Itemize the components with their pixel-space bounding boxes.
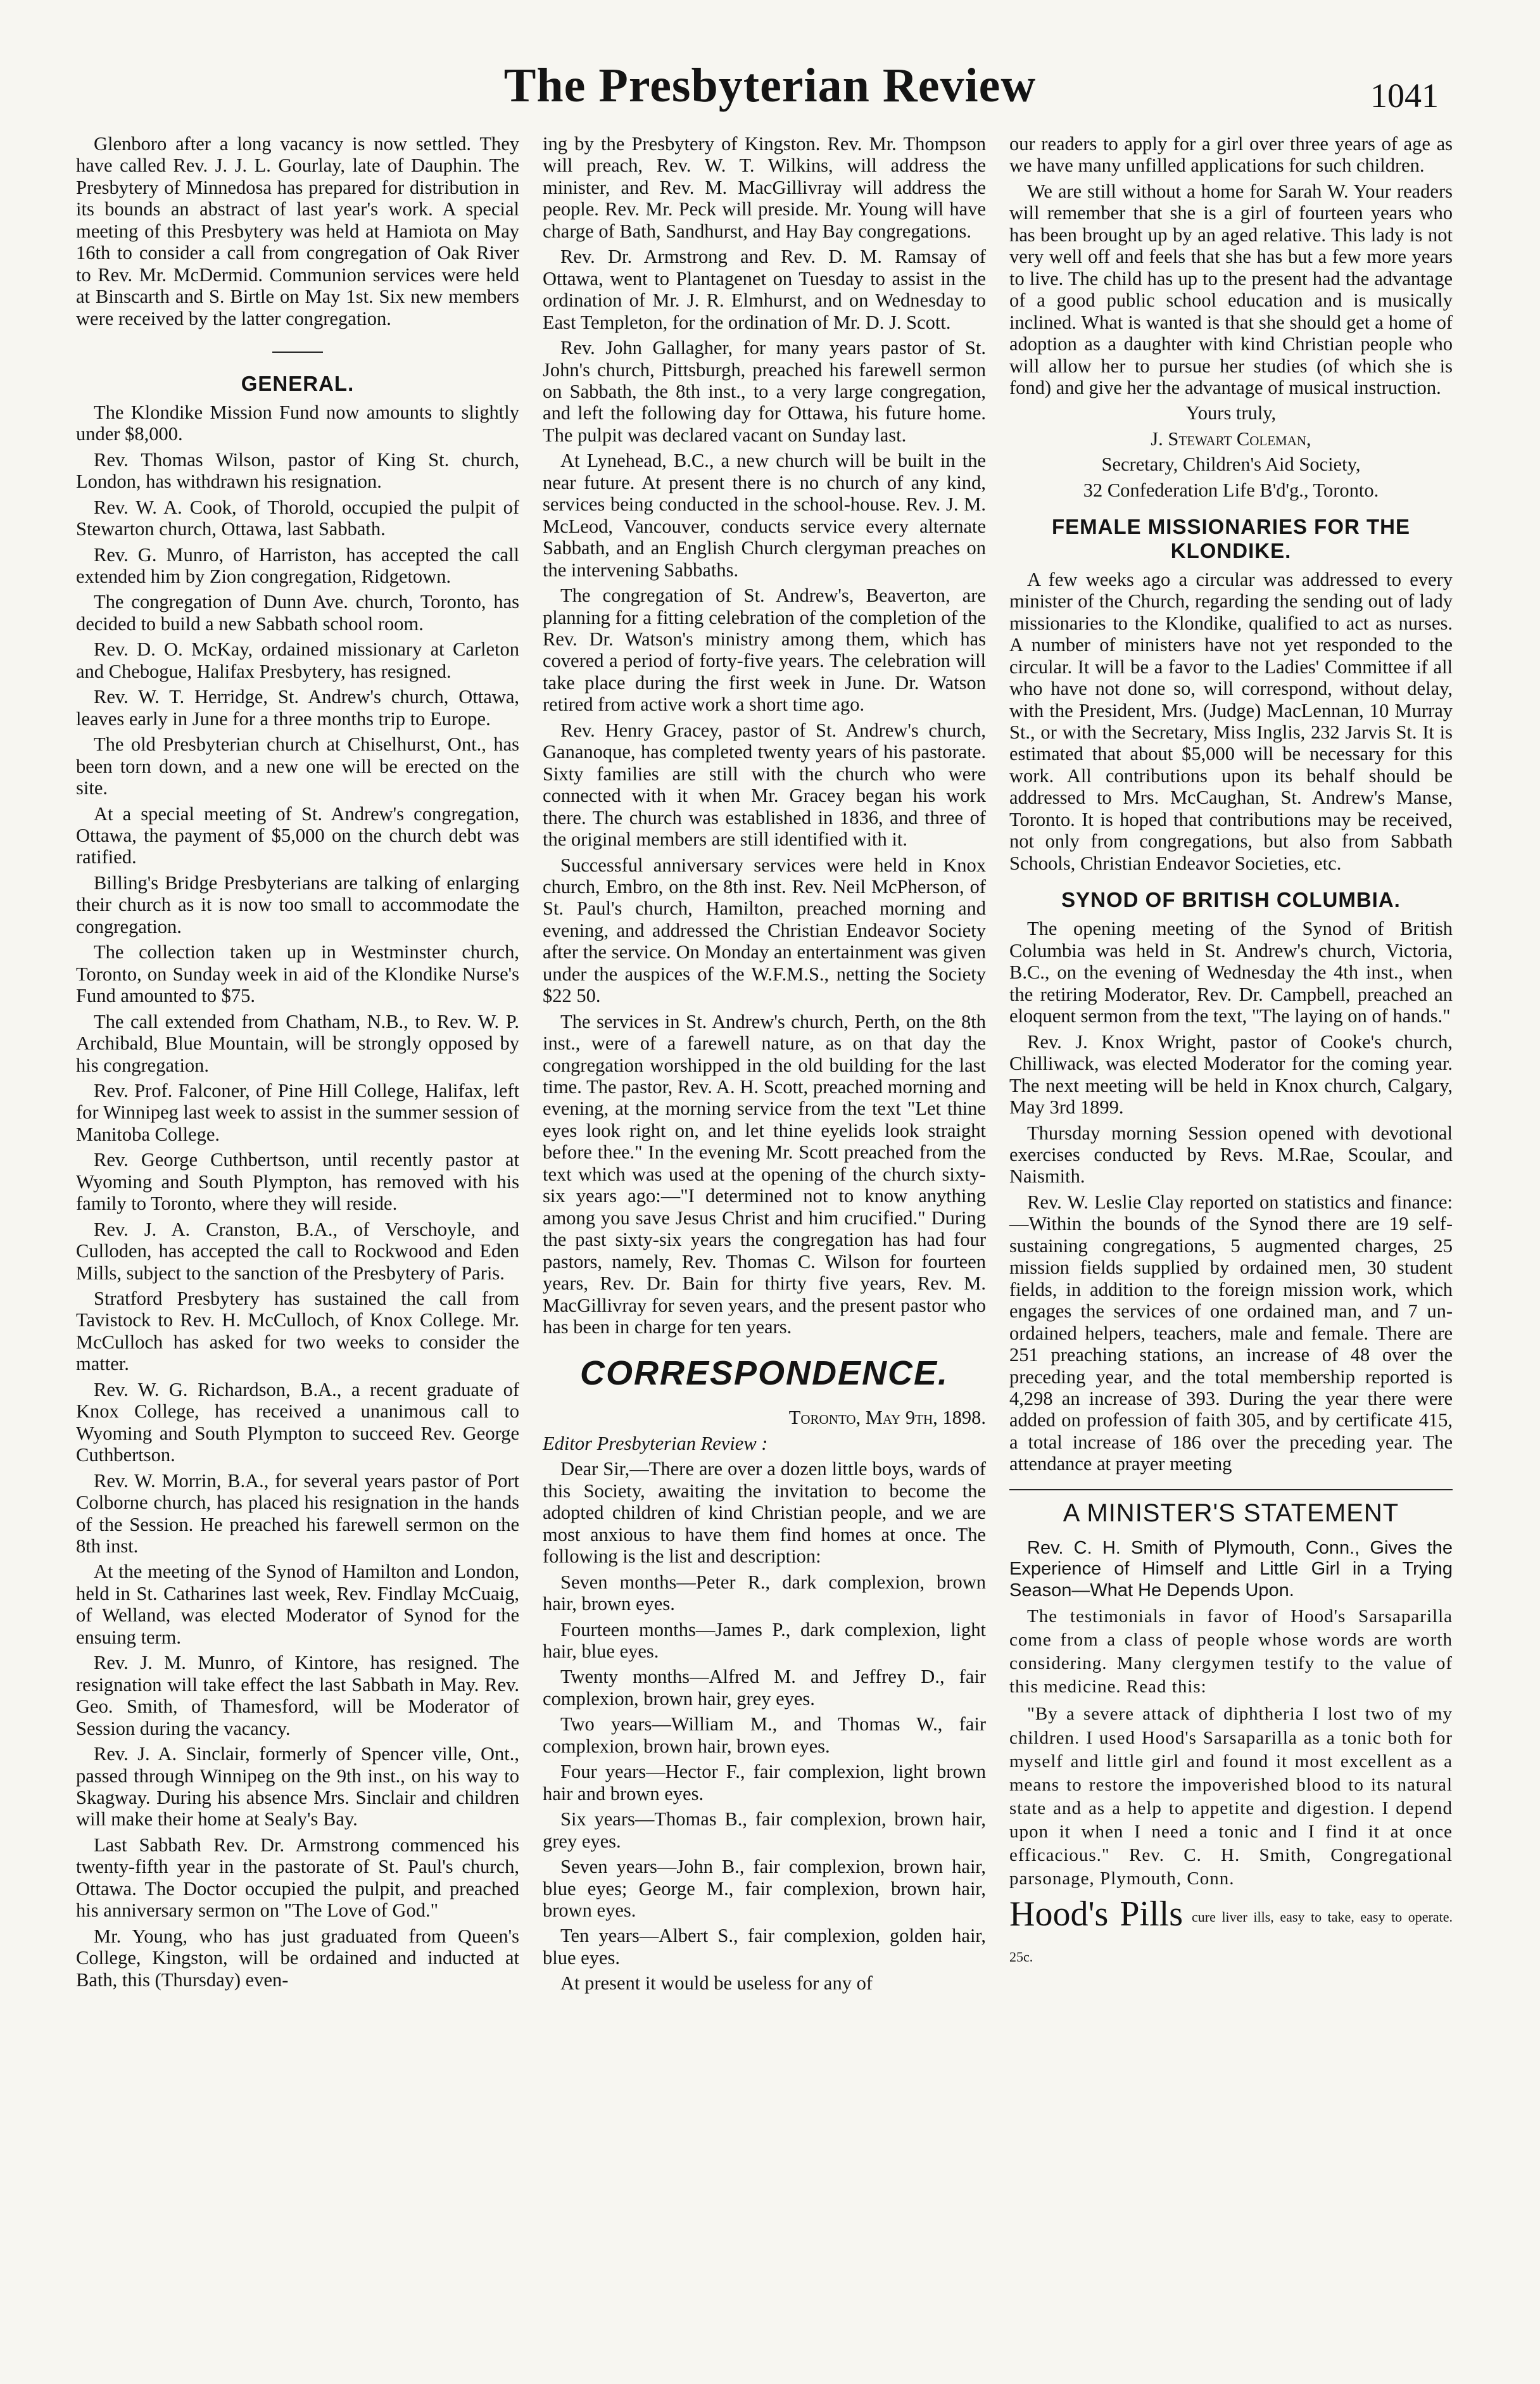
paragraph: Rev. J. Knox Wright, pastor of Cooke's church, Chilliwack, was elected Moderator for the coming year. The next meeting will be held in Knox church, Calgary, May 3rd 1899. — [1009, 1030, 1453, 1119]
separator — [76, 336, 519, 357]
page-number: 1041 — [1370, 77, 1439, 115]
paragraph: Rev. J. A. Sinclair, formerly of Spencer ville, Ont., passed through Winnipeg on the 9th inst., on his way to Skagway. During his absence Mrs. Sinclair and children will make their home at Sealy's Bay. — [76, 1743, 519, 1830]
paragraph: Rev. W. A. Cook, of Thorold, occupied the pulpit of Stewarton church, Ottawa, last Sabbath. — [76, 496, 519, 540]
paragraph: Glenboro after a long vacancy is now settled. They have called Rev. J. J. L. Gourlay, late of Dauphin. The Presbytery of Minnedosa has prepared for distribution in its bounds an abstract of last year's work. A special meeting of this Presbytery was held at Hamiota on May 16th to consider a call from congregation of Oak River to Rev. Mr. McDermid. Communion services were held at Binscarth and S. Birtle on May 1st. Six new members were received by the latter congregation. — [76, 133, 519, 329]
paragraph: Rev. W. Leslie Clay reported on statistics and finance:—Within the bounds of the Synod there are 19 self-sustaining congregations, 5 augmented charges, 25 mission fields supplied by ordained men, 30 student fields, in addition to the foreign mission work, which engages the services of one ordained man, and 7 un-ordained helpers, teachers, male and female. There are 251 preaching stations, an increase of 48 over the preceding year, and the total membership reported is 4,298 an increase of 393. During the year there were added on profession of faith 305, and by certificate 415, a total increase of 186 over the preceding year. The attendance at prayer meeting — [1009, 1191, 1453, 1475]
signature-address: 32 Confederation Life B'd'g., Toronto. — [1083, 479, 1379, 501]
paragraph: Rev. Thomas Wilson, pastor of King St. church, London, has withdrawn his resignation. — [76, 448, 519, 493]
paragraph: Rev. G. Munro, of Harriston, has accepted the call extended him by Zion congregation, Ridgetown. — [76, 543, 519, 587]
paragraph: Stratford Presbytery has sustained the call from Tavistock to Rev. H. McCulloch, of Knox College. Mr. McCulloch has asked for two weeks to consider the matter. — [76, 1288, 519, 1375]
column-3 — [1009, 133, 1453, 1979]
paragraph: Mr. Young, who has just graduated from Queen's College, Kingston, will be ordained and inducted at Bath, this (Thursday) even- — [76, 1925, 519, 1991]
column-2 — [543, 133, 986, 1998]
paragraph: Rev. D. O. McKay, ordained missionary at Carleton and Chebogue, Halifax Presbytery, has resigned. — [76, 638, 519, 682]
paragraph: Seven years—John B., fair complexion, brown hair, blue eyes; George M., fair complexion, brown hair, brown eyes. — [543, 1856, 986, 1921]
letter-salutation: Editor Presbyterian Review : — [543, 1432, 768, 1454]
paragraph: Rev. George Cuthbertson, until recently pastor at Wyoming and South Plympton, has removed with his family to Toronto, where they will reside. — [76, 1149, 519, 1215]
paragraph: ing by the Presbytery of Kingston. Rev. Mr. Thompson will preach, Rev. W. T. Wilkins, will address the minister, and Rev. M. MacGillivray will address the people. Rev. Mr. Peck will preside. Mr. Young will have charge of Bath, Sandhurst, and Hay Bay congregations. — [543, 133, 986, 242]
section-heading-general: GENERAL. — [241, 371, 355, 395]
paragraph: At the meeting of the Synod of Hamilton and London, held in St. Catharines last week, Rev. Findlay McCuaig, of Welland, was elected Moderator of Synod for the ensuing term. — [76, 1561, 519, 1648]
paragraph: Ten years—Albert S., fair complexion, golden hair, blue eyes. — [543, 1925, 986, 1969]
paragraph: At Lynehead, B.C., a new church will be built in the near future. At present there is no church of any kind, services being conducted in the school-house. Rev. J. M. McLeod, Vancouver, conducts service every alternate Sabbath, and an English Church clergyman preaches on the intervening Sabbaths. — [543, 450, 986, 581]
paragraph: Rev. Dr. Armstrong and Rev. D. M. Ramsay of Ottawa, went to Plantagenet on Tuesday to assist in the ordination of Mr. J. R. Elmhurst, and on Wednesday to East Templeton, for the ordination of Mr. D. J. Scott. — [543, 246, 986, 333]
paragraph: The collection taken up in Westminster church, Toronto, on Sunday week in aid of the Klondike Nurse's Fund amounted to $75. — [76, 941, 519, 1007]
paragraph: Twenty months—Alfred M. and Jeffrey D., fair complexion, brown hair, grey eyes. — [543, 1666, 986, 1709]
paragraph: Rev. Henry Gracey, pastor of St. Andrew's church, Gananoque, has completed twenty years of his pastorate. Sixty families are still with the church who were connected with it when Mr. Gracey began his work there. The church was established in 1836, and three of the original members are still identified with it. — [543, 719, 986, 851]
signature-title: Secretary, Children's Aid Society, — [1101, 453, 1361, 476]
ad-heading: A MINISTER'S STATEMENT — [1063, 1499, 1399, 1527]
paragraph: The congregation of Dunn Ave. church, Toronto, has decided to build a new Sabbath school room. — [76, 591, 519, 635]
publication-title: The Presbyterian Review — [503, 59, 1037, 112]
paragraph: Dear Sir,—There are over a dozen little boys, wards of this Society, awaiting the invitation to become the adopted children of kind Christian people, and we are most anxious to have them find homes at once. The following is the list and description: — [543, 1458, 986, 1568]
paragraph: Rev. W. Morrin, B.A., for several years pastor of Port Colborne church, has placed his resignation in the hands of the Session. He preached his farewell sermon on the 8th inst. — [76, 1469, 519, 1557]
paragraph: At a special meeting of St. Andrew's congregation, Ottawa, the payment of $5,000 on the church debt was ratified. — [76, 802, 519, 868]
paragraph: Last Sabbath Rev. Dr. Armstrong commenced his twenty-fifth year in the pastorate of St. Paul's church, Ottawa. The Doctor occupied the pulpit, and preached his anniversary sermon on "The Love of God." — [76, 1834, 519, 1922]
letter-dateline: Toronto, May 9th, 1898. — [788, 1407, 986, 1429]
paragraph: Rev. Prof. Falconer, of Pine Hill College, Halifax, left for Winnipeg last week to assist in the summer session of Manitoba College. — [76, 1079, 519, 1145]
ad-paragraph: "By a severe attack of diphtheria I lost two of my children. I used Hood's Sarsaparilla as a tonic both for myself and little girl and found it most excellent as a means to restore the impoverished blood to its natural state and as a help to appetite and digestion. I depend upon it when I need a tonic and I find it at once efficacious." Rev. C. H. Smith, Congregational parsonage, Plymouth, Conn. — [1009, 1704, 1453, 1889]
ad-subheading: Rev. C. H. Smith of Plymouth, Conn., Gives the Experience of Himself and Little Girl in a Trying Season—What He Depends Upon. — [1009, 1537, 1453, 1601]
paragraph: Fourteen months—James P., dark complexion, light hair, blue eyes. — [543, 1618, 986, 1663]
paragraph: The services in St. Andrew's church, Perth, on the 8th inst., were of a farewell nature, as on that day the congregation worshipped in the old building for the last time. The pastor, Rev. A. H. Scott, preached morning and evening, at the morning service from the text "Let thine eyes look right on, and let thine eyelids look straight before thee." In the evening Mr. Scott preached from the text which was used at the opening of the church sixty-six years ago:—"I determined not to know anything among you save Jesus Christ and him crucified." During the past sixty-six years the congregation has had four pastors, namely, Rev. Thomas C. Wilson for fourteen years, Rev. Dr. Bain for thirty five years, Rev. M. MacGillivray for seven years, and the present pastor who has been in charge for ten years. — [543, 1010, 986, 1338]
paragraph: Successful anniversary services were held in Knox church, Embro, on the 8th inst. Rev. Neil McPherson, of St. Paul's church, Hamilton, preached morning and evening, and addressed the Christian Endeavor Society after the service. On Monday an entertainment was given under the auspices of the W.F.M.S., netting the Society $22 50. — [543, 854, 986, 1007]
ad-footer-tagline: cure liver ills, easy to take, easy to operate. 25c. — [1009, 1909, 1453, 1965]
paragraph: Rev. J. A. Cranston, B.A., of Verschoyle, and Culloden, has accepted the call to Rockwood and Eden Mills, subject to the sanction of the Presbytery of Paris. — [76, 1218, 519, 1284]
column-1 — [76, 133, 519, 1994]
divider — [1009, 1489, 1453, 1490]
paragraph: Rev. W. G. Richardson, B.A., a recent graduate of Knox College, has received a unanimous call to Wyoming and South Plympton to succeed Rev. George Cuthbertson. — [76, 1378, 519, 1466]
paragraph: Rev. W. T. Herridge, St. Andrew's church, Ottawa, leaves early in June for a three months trip to Europe. — [76, 686, 519, 730]
paragraph: The opening meeting of the Synod of British Columbia was held in St. Andrew's church, Victoria, B.C., on the evening of Wednesday the 4th inst., when the retiring Moderator, Rev. Dr. Campbell, preached an eloquent sermon from the text, "The laying on of hands." — [1009, 918, 1453, 1027]
paragraph: our readers to apply for a girl over three years of age as we have many unfilled applications for such children. — [1009, 133, 1453, 177]
paragraph: Two years—William M., and Thomas W., fair complexion, brown hair, brown eyes. — [543, 1713, 986, 1757]
letter-closing: Yours truly, — [1185, 402, 1277, 424]
paragraph: The Klondike Mission Fund now amounts to slightly under $8,000. — [76, 401, 519, 445]
section-heading-correspondence: CORRESPONDENCE. — [579, 1354, 949, 1393]
section-heading-synod: SYNOD OF BRITISH COLUMBIA. — [1061, 888, 1401, 912]
paragraph: Thursday morning Session opened with devotional exercises conducted by Revs. M.Rae, Scoular, and Naismith. — [1009, 1122, 1453, 1188]
paragraph: The congregation of St. Andrew's, Beaverton, are planning for a fitting celebration of the completion of the Rev. Dr. Watson's ministry among them, which has covered a period of forty-five years. The celebration will take place during the first week in June. Dr. Watson retired from active work a short time ago. — [543, 585, 986, 716]
ad-footer — [1009, 1894, 1453, 1975]
paragraph: At present it would be useless for any of — [560, 1972, 873, 1994]
ad-paragraph: The testimonials in favor of Hood's Sarsaparilla come from a class of people whose words are worth considering. Many clergymen testify to the value of this medicine. Read this: — [1009, 1606, 1453, 1697]
paragraph: The call extended from Chatham, N.B., to Rev. W. P. Archibald, Blue Mountain, will be strongly opposed by his congregation. — [76, 1010, 519, 1076]
ad-footer-brand: Hood's Pills — [1009, 1894, 1183, 1934]
paragraph: We are still without a home for Sarah W. Your readers will remember that she is a girl of fourteen years who has been brought up by an aged relative. This lady is not very well off and feels that she has but a few more years to live. The child has up to the present had the advantage of a good public school education and is musically inclined. What is wanted is that she should get a home of adoption as a daughter with kind Christian people who will allow her to pursue her studies (of which she is fond) and give her the advantage of musical instruction. — [1009, 180, 1453, 398]
paragraph: Rev. J. M. Munro, of Kintore, has resigned. The resignation will take effect the last Sabbath in May. Rev. Geo. Smith, of Thamesford, will be Moderator of Session during the vacancy. — [76, 1652, 519, 1739]
paragraph: A few weeks ago a circular was addressed to every minister of the Church, regarding the sending out of lady missionaries to the Klondike, qualified to act as nurses. A number of ministers have not yet responded to the circular. It will be a favor to the Ladies' Committee if all who have not done so, will correspond, without delay, with the President, Mrs. (Judge) MacLennan, 10 Murray St., or with the Secretary, Miss Inglis, 232 Jarvis St. It is estimated that about $5,000 will be necessary for this work. All contributions upon its behalf should be addressed to Mrs. McCaughan, St. Andrew's Manse, Toronto. It is hoped that contributions may be received, not only from congregations, but also from Sabbath Schools, Christian Endeavor Societies, etc. — [1009, 568, 1453, 874]
paragraph: Six years—Thomas B., fair complexion, brown hair, grey eyes. — [543, 1808, 986, 1852]
masthead — [0, 0, 1540, 120]
paragraph: Seven months—Peter R., dark complexion, brown hair, brown eyes. — [543, 1571, 986, 1615]
paragraph: Four years—Hector F., fair complexion, light brown hair and brown eyes. — [543, 1761, 986, 1804]
paragraph: The old Presbyterian church at Chiselhurst, Ont., has been torn down, and a new one will be erected on the site. — [76, 733, 519, 799]
letter-signature: J. Stewart Coleman, — [1151, 428, 1311, 450]
paragraph: Billing's Bridge Presbyterians are talking of enlarging their church as it is now too small to accommodate the congregation. — [76, 872, 519, 937]
paragraph: Rev. John Gallagher, for many years pastor of St. John's church, Pittsburgh, preached his farewell sermon on Sabbath, the 8th inst., to a very large congregation, and left the following day for Ottawa, his future home. The pulpit was declared vacant on Sunday last. — [543, 337, 986, 446]
section-heading-female-missionaries: FEMALE MISSIONARIES FOR THE KLONDIKE. — [1051, 515, 1411, 562]
